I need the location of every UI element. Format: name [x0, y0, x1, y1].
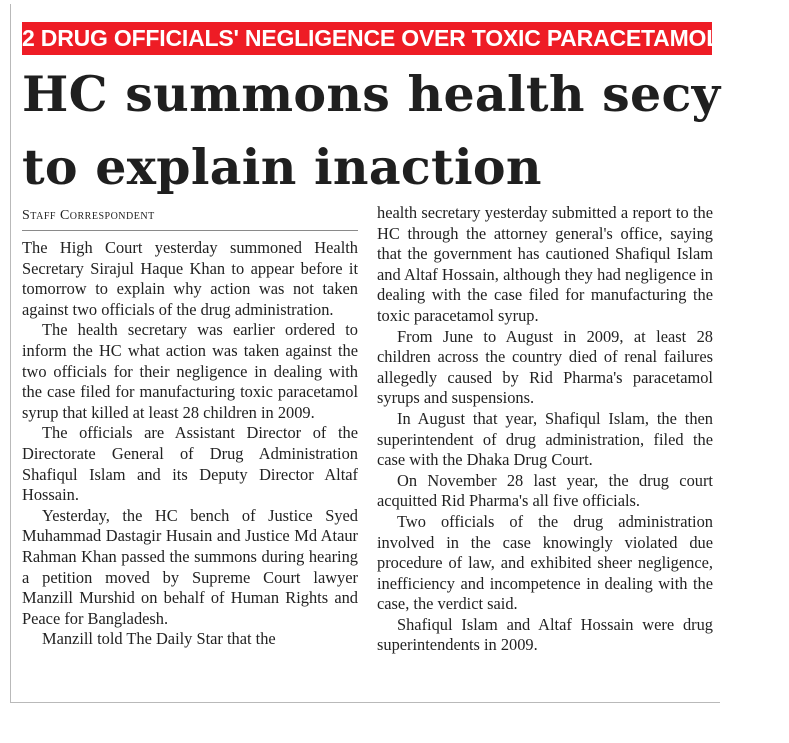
article-column-right — [377, 203, 713, 656]
article-column-left — [22, 238, 358, 650]
paragraph: The officials are Assistant Director of the Directorate General of Drug Administration Shafiqul Islam and its Deputy Director Altaf Hossain. — [22, 423, 358, 505]
paragraph: Shafiqul Islam and Altaf Hossain were drug superintendents in 2009. — [377, 614, 713, 655]
frame-left-rule — [10, 4, 11, 702]
paragraph: In August that year, Shafiqul Islam, the then superintendent of drug administration, filed the case with the Dhaka Drug Court. — [377, 408, 713, 470]
paragraph: Two officials of the drug administration involved in the case knowingly violated due procedure of law, and exhibited sheer negligence, inefficiency and incompetence in dealing with the case, the verdict said. — [377, 511, 713, 614]
byline: Staff Correspondent — [22, 208, 358, 231]
frame-bottom-rule — [10, 702, 720, 703]
paragraph: health secretary yesterday submitted a report to the HC through the attorney general's office, saying that the government has cautioned Shafiqul Islam and Altaf Hossain, although they had negligence in dealing with the case filed for manufacturing the toxic paracetamol syrup. — [377, 203, 713, 325]
paragraph: Yesterday, the HC bench of Justice Syed Muhammad Dastagir Husain and Justice Md Ataur Rahman Khan passed the summons during hearing a petition moved by Supreme Court lawyer Manzill Murshid on behalf of Human Rights and Peace for Bangladesh. — [22, 505, 358, 628]
paragraph: Manzill told The Daily Star that the — [42, 629, 276, 649]
paragraph: On November 28 last year, the drug court acquitted Rid Pharma's all five officials. — [377, 470, 713, 511]
paragraph: The health secretary was earlier ordered to inform the HC what action was taken against the two officials for their negligence in dealing with the case filed for manufacturing toxic paracetamol syrup that killed at least 28 children in 2009. — [22, 320, 358, 422]
headline: HC summons health secy to explain inaction — [22, 65, 721, 196]
paragraph: From June to August in 2009, at least 28 children across the country died of renal failures allegedly caused by Rid Pharma's paracetamol syrups and suspensions. — [377, 326, 713, 408]
kicker-banner: 2 DRUG OFFICIALS' NEGLIGENCE OVER TOXIC PARACETAMOL CASE — [22, 22, 712, 55]
paragraph: The High Court yesterday summoned Health Secretary Sirajul Haque Khan to appear before it tomorrow to explain why action was not taken against two officials of the drug administration. — [22, 238, 358, 319]
